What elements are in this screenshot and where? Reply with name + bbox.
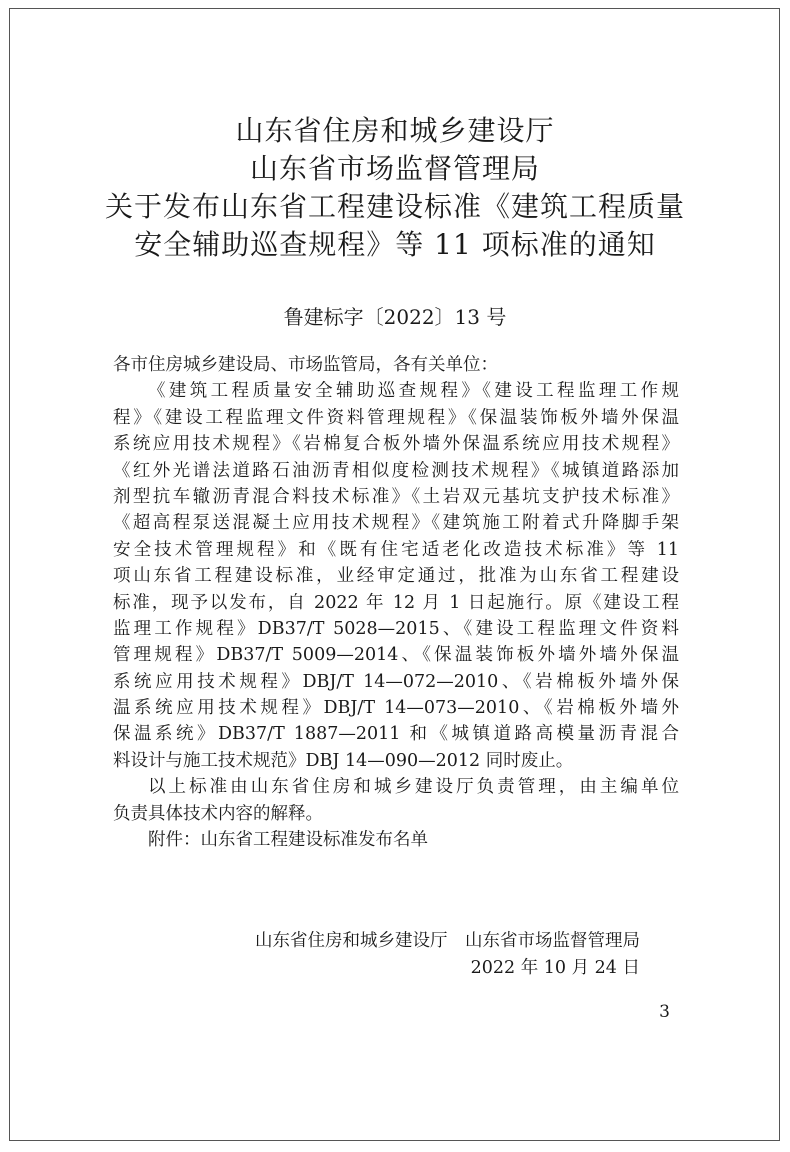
- body-line: 安全技术管理规程》和《既有住宅适老化改造技术标准》等 11: [113, 539, 679, 560]
- body-line: 负责具体技术内容的解释。: [113, 803, 323, 824]
- issue-date: 2022 年 10 月 24 日: [470, 958, 640, 978]
- body-line: 标准，现予以发布，自 2022 年 12 月 1 日起施行。原《建设工程: [113, 592, 679, 613]
- document-body: [113, 352, 679, 853]
- attachment-note: 附件：山东省工程建设标准发布名单: [148, 830, 428, 851]
- body-line: 料设计与施工技术规范》DBJ 14—090—2012 同时废止。: [113, 750, 574, 771]
- body-line: 《超高程泵送混凝土应用技术规程》《建筑施工附着式升降脚手架: [113, 513, 679, 534]
- body-line: 项山东省工程建设标准，业经审定通过，批准为山东省工程建设: [113, 566, 679, 587]
- body-line: 系统应用技术规程》《岩棉复合板外墙外保温系统应用技术规程》: [113, 434, 679, 455]
- body-line: 以上标准由山东省住房和城乡建设厅负责管理，由主编单位: [148, 777, 679, 798]
- body-line: 监理工作规程》DB37/T 5028—2015、《建设工程监理文件资料: [113, 618, 679, 639]
- body-line: 管理规程》DB37/T 5009—2014、《保温装饰板外墙外墙外保温: [113, 645, 679, 666]
- salutation: 各市住房城乡建设局、市场监管局，各有关单位：: [113, 355, 498, 375]
- title-line-subject-2: 安全辅助巡查规程》等 11 项标准的通知: [134, 228, 656, 261]
- title-line-issuer-1: 山东省住房和城乡建设厅: [235, 114, 555, 147]
- document-title: [0, 112, 790, 264]
- issuing-authorities: 山东省住房和城乡建设厅 山东省市场监督管理局: [255, 931, 640, 951]
- body-line: 《红外光谱法道路石油沥青相似度检测技术规程》《城镇道路添加: [113, 460, 679, 481]
- body-line: 保温系统》DB37/T 1887—2011 和《城镇道路高模量沥青混合: [113, 724, 679, 745]
- body-line: 《建筑工程质量安全辅助巡查规程》《建设工程监理工作规: [148, 381, 679, 402]
- body-line: 温系统应用技术规程》DBJ/T 14—073—2010、《岩棉板外墙外: [113, 698, 679, 719]
- signature-block: [180, 928, 640, 982]
- body-line: 系统应用技术规程》DBJ/T 14—072—2010、《岩棉板外墙外保: [113, 671, 679, 692]
- title-line-issuer-2: 山东省市场监督管理局: [249, 152, 540, 185]
- title-line-subject-1: 关于发布山东省工程建设标准《建筑工程质量: [104, 190, 685, 223]
- body-line: 程》《建设工程监理文件资料管理规程》《保温装饰板外墙外保温: [113, 407, 679, 428]
- document-number: 鲁建标字〔2022〕13 号: [283, 305, 507, 329]
- body-line: 剂型抗车辙沥青混合料技术标准》《土岩双元基坑支护技术标准》: [113, 486, 679, 507]
- page-number: 3: [659, 1002, 670, 1022]
